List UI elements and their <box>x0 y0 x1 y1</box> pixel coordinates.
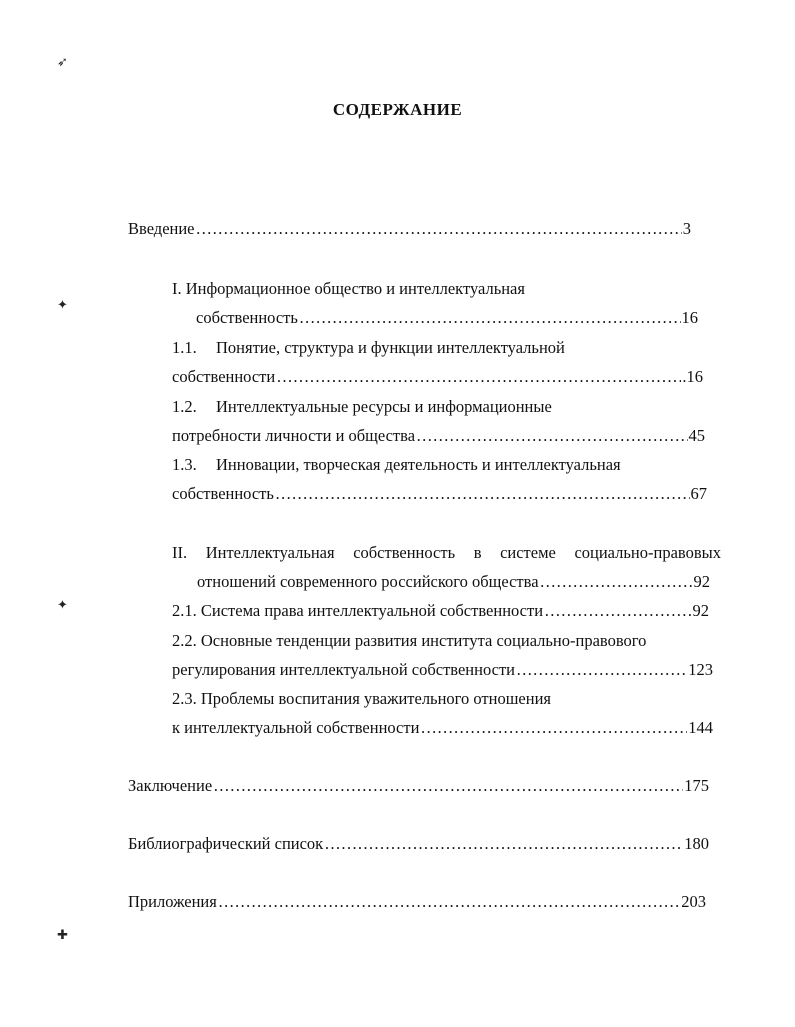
toc-entry-part-1 <box>196 308 698 328</box>
section-title: Интеллектуальные ресурсы и информационные <box>216 397 552 416</box>
binding-mark-icon: ✚ <box>57 927 68 942</box>
toc-entry-1-1 <box>172 367 703 387</box>
binding-mark-icon: ➶ <box>57 54 68 69</box>
toc-entry-label: 2.1. Система права интеллектуальной собственности <box>172 601 544 620</box>
toc-section-2-2-line1: 2.2. Основные тенденции развития института социально-правового <box>172 631 647 650</box>
heading-word: социально-правовых <box>574 543 721 562</box>
section-number: 1.2. <box>172 397 197 416</box>
leader-dots <box>276 367 681 387</box>
toc-page-number: 123 <box>688 660 713 679</box>
section-number: 1.1. <box>172 338 197 357</box>
toc-entry-label: собственности <box>172 367 276 386</box>
toc-entry-label: Заключение <box>128 776 213 795</box>
leader-dots <box>540 572 693 592</box>
binding-mark-icon: ✦ <box>57 597 68 612</box>
leader-dots <box>544 601 691 621</box>
toc-entry-label: собственность <box>196 308 298 327</box>
toc-section-1-2-line1 <box>172 397 552 417</box>
toc-entry-label: потребности личности и общества <box>172 426 416 445</box>
section-title: Понятие, структура и функции интеллектуальной <box>216 338 565 357</box>
heading-word: Интеллектуальная <box>205 543 335 562</box>
toc-entry-part-2 <box>197 572 710 592</box>
toc-page-number: 92 <box>692 601 709 620</box>
section-title: Инновации, творческая деятельность и интеллектуальная <box>216 455 621 474</box>
leader-dots <box>213 776 683 796</box>
toc-page-number: 67 <box>690 484 707 503</box>
toc-entry-label: к интеллектуальной собственности <box>172 718 420 737</box>
toc-entry-appendices <box>128 892 706 912</box>
leader-dots <box>420 718 687 738</box>
toc-entry-1-2 <box>172 426 705 446</box>
binding-mark-icon: ✦ <box>57 297 68 312</box>
leader-dots <box>299 308 681 328</box>
toc-entry-2-3 <box>172 718 713 738</box>
toc-entry-intro <box>128 219 691 239</box>
toc-entry-label: отношений современного российского общества <box>197 572 539 591</box>
toc-section-1-1-line1 <box>172 338 565 358</box>
leader-dots <box>416 426 687 446</box>
toc-page-number: 45 <box>688 426 705 445</box>
toc-entry-label: регулирования интеллектуальной собственности <box>172 660 515 679</box>
leader-dots <box>196 219 682 239</box>
toc-section-2-3-line1: 2.3. Проблемы воспитания уважительного отношения <box>172 689 552 708</box>
toc-page-number: 92 <box>693 572 710 591</box>
toc-entry-label: Приложения <box>128 892 217 911</box>
leader-dots <box>324 834 683 854</box>
page-title: СОДЕРЖАНИЕ <box>332 100 463 119</box>
toc-entry-bibliography <box>128 834 709 854</box>
section-number: 1.3. <box>172 455 197 474</box>
heading-word: собственность <box>353 543 456 562</box>
toc-section-1-3-line1 <box>172 455 621 475</box>
toc-page-number: 203 <box>681 892 706 911</box>
toc-entry-1-3 <box>172 484 707 504</box>
leader-dots <box>218 892 680 912</box>
toc-page-number: 175 <box>684 776 709 795</box>
toc-entry-2-1 <box>172 601 709 621</box>
toc-entry-label: Библиографический список <box>128 834 324 853</box>
toc-entry-2-2 <box>172 660 713 680</box>
heading-word: II. <box>172 543 188 562</box>
toc-page-number: 3 <box>682 219 691 238</box>
toc-page-number: 16 <box>681 308 698 327</box>
toc-page-number: 180 <box>684 834 709 853</box>
toc-part-1-heading: I. Информационное общество и интеллектуальная <box>172 279 525 298</box>
leader-dots <box>516 660 687 680</box>
toc-page-number: 144 <box>688 718 713 737</box>
toc-page-number: .16 <box>682 367 703 386</box>
heading-word: в <box>473 543 482 562</box>
toc-entry-label: собственность <box>172 484 274 503</box>
leader-dots <box>275 484 690 504</box>
toc-entry-conclusion <box>128 776 709 796</box>
toc-part-2-heading <box>172 543 721 563</box>
heading-word: системе <box>500 543 556 562</box>
toc-entry-label: Введение <box>128 219 195 238</box>
